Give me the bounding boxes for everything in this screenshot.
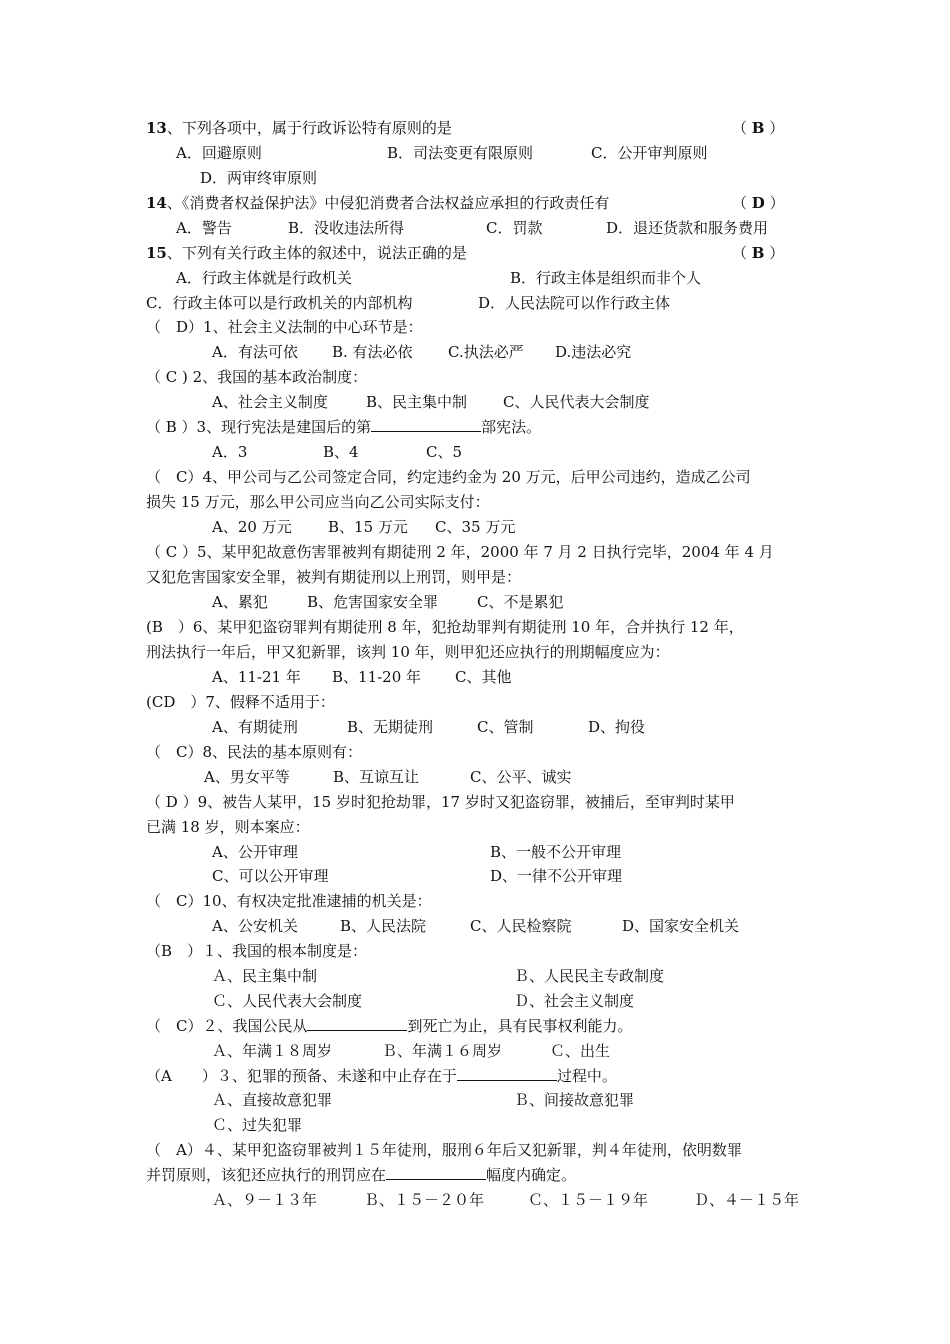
question-15-option-a: A．行政主体就是行政机关 bbox=[176, 269, 352, 287]
section2-q5-option-b: B、危害国家安全罪 bbox=[307, 593, 439, 611]
section2-q8-stem: （ C）8、民法的基本原则有： bbox=[146, 743, 363, 761]
section2-q10-option-b: B、人民法院 bbox=[340, 917, 427, 935]
section2-q4-stem-line2: 损失 15 万元，那么甲公司应当向乙公司实际支付： bbox=[146, 493, 490, 511]
question-15-option-b: B．行政主体是组织而非个人 bbox=[510, 269, 702, 287]
section2-q1-option-b: B. 有法必依 bbox=[332, 343, 413, 361]
section2-q4-option-a: A、20 万元 bbox=[212, 518, 292, 536]
section2-q1-option-a: A．有法可依 bbox=[212, 343, 298, 361]
section2-q2-stem: （ C ) 2、我国的基本政治制度： bbox=[146, 368, 368, 386]
question-15-option-d: D．人民法院可以作行政主体 bbox=[478, 294, 671, 312]
section2-q10-option-d: D、国家安全机关 bbox=[622, 917, 740, 935]
blank-line bbox=[307, 1016, 407, 1031]
section3-q1-option-d: Ｄ、社会主义制度 bbox=[514, 992, 635, 1010]
section3-q1-option-b: Ｂ、人民民主专政制度 bbox=[514, 967, 665, 985]
section2-q6-stem-line2: 刑法执行一年后，甲又犯新罪，该判 10 年，则甲犯还应执行的刑期幅度应为： bbox=[146, 643, 670, 661]
blank-line bbox=[457, 1066, 557, 1081]
section2-q1-option-d: D.违法必究 bbox=[555, 343, 632, 361]
section2-q10-stem: （ C）10、有权决定批准逮捕的机关是： bbox=[146, 892, 432, 910]
section2-q1-option-c: C.执法必严 bbox=[448, 343, 524, 361]
section2-q6-stem-line1: (B ）6、某甲犯盗窃罪判有期徒刑 8 年，犯抢劫罪判有期徒刑 10 年，合并执行 12 年， bbox=[146, 618, 744, 636]
section2-q1-stem: （ D）1、社会主义法制的中心环节是： bbox=[146, 318, 423, 336]
section2-q7-option-b: B、无期徒刑 bbox=[347, 718, 434, 736]
section2-q7-option-a: A、有期徒刑 bbox=[212, 718, 298, 736]
section2-q9-option-a: A、公开审理 bbox=[212, 843, 298, 861]
question-14-option-a: A．警告 bbox=[176, 219, 232, 237]
section2-q9-option-c: C、可以公开审理 bbox=[212, 867, 329, 885]
section3-q3-option-b: Ｂ、间接故意犯罪 bbox=[514, 1091, 635, 1109]
section2-q3-stem: （ B ）3、现行宪法是建国后的第 部宪法。 bbox=[146, 418, 542, 436]
blank-line bbox=[371, 417, 481, 432]
section2-q3-option-a: A．3 bbox=[212, 443, 248, 461]
section2-q7-stem: (CD ）7、假释不适用于： bbox=[146, 693, 335, 711]
section2-q2-option-a: A、社会主义制度 bbox=[212, 393, 328, 411]
section3-q3-option-c: Ｃ、过失犯罪 bbox=[212, 1116, 303, 1134]
section3-q2-option-a: Ａ、年满１８周岁 bbox=[212, 1042, 333, 1060]
question-13-stem: 13、下列各项中，属于行政诉讼特有原则的是 bbox=[146, 119, 452, 137]
section3-q1-option-a: Ａ、民主集中制 bbox=[212, 967, 318, 985]
section2-q7-option-c: C、管制 bbox=[477, 718, 534, 736]
section3-q3-stem: （A ）３、犯罪的预备、未遂和中止存在于 过程中。 bbox=[146, 1067, 617, 1085]
question-14-option-b: B．没收违法所得 bbox=[288, 219, 405, 237]
section2-q5-stem-line1: （ C ）5、某甲犯故意伤害罪被判有期徒刑 2 年，2000 年 7 月 2 日执行完毕，2004 年 4 月 bbox=[146, 543, 774, 561]
section3-q2-option-c: Ｃ、出生 bbox=[550, 1042, 611, 1060]
section2-q6-option-a: A、11-21 年 bbox=[212, 668, 301, 686]
question-13-answer: （ B ） bbox=[732, 119, 785, 137]
section2-q2-option-b: B、民主集中制 bbox=[366, 393, 468, 411]
question-14-option-d: D．退还货款和服务费用 bbox=[606, 219, 769, 237]
section3-q1-stem: （B ）１、我国的根本制度是： bbox=[146, 942, 368, 960]
section3-q4-option-b: Ｂ、１５－２０年 bbox=[364, 1191, 485, 1209]
question-15-stem: 15、下列有关行政主体的叙述中，说法正确的是 bbox=[146, 244, 467, 262]
section2-q8-option-c: C、公平、诚实 bbox=[470, 768, 572, 786]
section2-q8-option-a: A、男女平等 bbox=[204, 768, 290, 786]
section2-q9-stem-line1: （ D ）9、被告人某甲，15 岁时犯抢劫罪，17 岁时又犯盗窃罪，被捕后，至审判时某甲 bbox=[146, 793, 735, 811]
section2-q7-option-d: D、拘役 bbox=[588, 718, 646, 736]
question-14-answer: （ D ） bbox=[732, 194, 785, 212]
section2-q4-stem-line1: （ C）4、甲公司与乙公司签定合同，约定违约金为 20 万元，后甲公司违约，造成乙公司 bbox=[146, 468, 751, 486]
question-15-answer: （ B ） bbox=[732, 244, 785, 262]
question-14-option-c: C．罚款 bbox=[486, 219, 543, 237]
section2-q4-option-c: C、35 万元 bbox=[435, 518, 516, 536]
section3-q4-stem-line2: 并罚原则，该犯还应执行的刑罚应在 幅度内确定。 bbox=[146, 1166, 577, 1184]
section3-q4-option-d: Ｄ、４－１５年 bbox=[694, 1191, 800, 1209]
section2-q5-stem-line2: 又犯危害国家安全罪，被判有期徒刑以上刑罚，则甲是： bbox=[146, 568, 522, 586]
question-13-option-d: D．两审终审原则 bbox=[200, 169, 318, 187]
section3-q4-option-c: Ｃ、１５－１９年 bbox=[528, 1191, 649, 1209]
section2-q4-option-b: B、15 万元 bbox=[328, 518, 408, 536]
question-13-option-b: B．司法变更有限原则 bbox=[387, 144, 534, 162]
section3-q4-stem-line1: （ A）４、某甲犯盗窃罪被判１５年徒刑，服刑６年后又犯新罪，判４年徒刑，依明数罪 bbox=[146, 1141, 742, 1159]
section2-q9-option-d: D、一律不公开审理 bbox=[490, 867, 623, 885]
section3-q3-option-a: Ａ、直接故意犯罪 bbox=[212, 1091, 333, 1109]
section2-q6-option-b: B、11-20 年 bbox=[332, 668, 422, 686]
section2-q10-option-a: A、公安机关 bbox=[212, 917, 298, 935]
section3-q4-option-a: Ａ、９－１３年 bbox=[212, 1191, 318, 1209]
blank-line bbox=[386, 1165, 486, 1180]
question-14-stem: 14、《消费者权益保护法》中侵犯消费者合法权益应承担的行政责任有 bbox=[146, 194, 610, 212]
section3-q2-option-b: Ｂ、年满１６周岁 bbox=[382, 1042, 503, 1060]
section2-q6-option-c: C、其他 bbox=[455, 668, 512, 686]
section2-q3-option-c: C、5 bbox=[426, 443, 463, 461]
section3-q2-stem: （ C）２、我国公民从 到死亡为止，具有民事权利能力。 bbox=[146, 1017, 633, 1035]
section2-q9-option-b: B、一般不公开审理 bbox=[490, 843, 622, 861]
question-13-option-c: C．公开审判原则 bbox=[591, 144, 708, 162]
section3-q1-option-c: Ｃ、人民代表大会制度 bbox=[212, 992, 363, 1010]
question-15-option-c: C．行政主体可以是行政机关的内部机构 bbox=[146, 294, 413, 312]
section2-q5-option-a: A、累犯 bbox=[212, 593, 268, 611]
section2-q8-option-b: B、互谅互让 bbox=[333, 768, 420, 786]
section2-q2-option-c: C、人民代表大会制度 bbox=[503, 393, 650, 411]
section2-q5-option-c: C、不是累犯 bbox=[477, 593, 564, 611]
section2-q3-option-b: B、4 bbox=[323, 443, 359, 461]
question-13-option-a: A．回避原则 bbox=[176, 144, 262, 162]
section2-q10-option-c: C、人民检察院 bbox=[470, 917, 572, 935]
section2-q9-stem-line2: 已满 18 岁，则本案应： bbox=[146, 818, 310, 836]
